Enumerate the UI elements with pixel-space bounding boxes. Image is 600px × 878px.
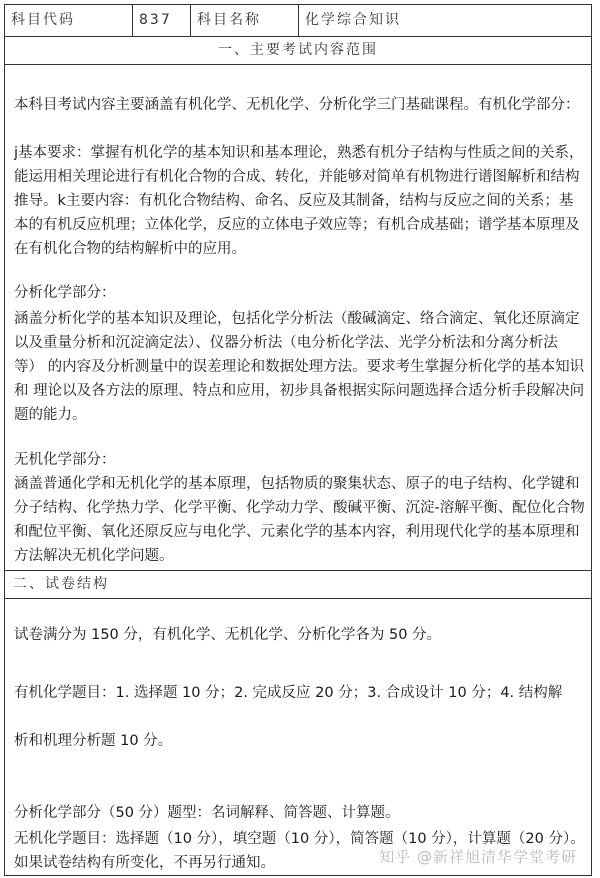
paragraph-analytical: 涵盖分析化学的基本知识及理论，包括化学分析法（酸碱滴定、络合滴定、氧化还原滴定以及重量分析和沉淀滴定法）、仪器分析法（电分析化学法、光学分析法和分离分析法等） 的内容及分析测量中的误差理论和数据处理方法。要求考生掌握分析化学的基本知识和 理论以及各方法的原理、特点和应用，初步具备根据实际问题选择合适分析手段解决问题的能力。 <box>14 311 585 423</box>
paragraph-analytical-heading: 分析化学部分： <box>14 285 116 301</box>
paragraph-organic-questions-cont: 析和机理分析题 10 分。 <box>14 733 173 749</box>
subject-name-label: 科目名称 <box>191 5 299 36</box>
paragraph-inorganic: 涵盖普通化学和无机化学的基本原理，包括物质的聚集状态、原子的电子结构、化学键和分子结构、化学热力学、化学平衡、化学动力学、酸碱平衡、沉淀-溶解平衡、配位化合物和配位平衡、氧化还原反应与电化学、元素化学的基本内容，利用现代化学的基本原理和方法解决无机化学问题。 <box>14 476 585 564</box>
paragraph-inorganic-heading: 无机化学部分： <box>14 452 116 468</box>
paragraph-organic-questions: 有机化学题目：1. 选择题 10 分；2. 完成反应 20 分；3. 合成设计 10 分；4. 结构解 <box>14 685 563 701</box>
paragraph-organic: j基本要求：掌握有机化学的基本知识和基本理论，熟悉有机分子结构与性质之间的关系，能运用相关理论进行有机化合物的合成、转化，并能够对简单有机物进行谱图解析和结构推导。k主要内容：有机化合物结构、命名、反应及其制备，结构与反应之间的关系；基本的有机反应机理；立体化学，反应的立体电子效应等；有机合成基础；谱学基本原理及在有机化合物的结构解析中的应用。 <box>14 145 584 257</box>
section1-body <box>5 65 591 571</box>
exam-syllabus-document <box>4 4 592 876</box>
section1-title: 一、主要考试内容范围 <box>5 37 591 65</box>
subject-name-value: 化学综合知识 <box>305 12 401 28</box>
watermark-text: 知乎 @新祥旭清华学堂考研 <box>379 848 577 866</box>
paragraph-analytical-questions: 分析化学部分（50 分）题型：名词解释、简答题、计算题。 <box>14 805 400 821</box>
paragraph-inorganic-questions: 无机化学题目：选择题（10 分），填空题（10 分），简答题（10 分），计算题（20 分）。如果试卷结构有所变化，不再另行通知。 <box>14 831 585 871</box>
paragraph-intro: 本科目考试内容主要涵盖有机化学、无机化学、分析化学三门基础课程。有机化学部分： <box>14 97 580 113</box>
section2-body <box>5 599 591 875</box>
subject-code-label: 科目代码 <box>5 5 133 36</box>
subject-code-value: 837 <box>133 5 191 36</box>
paragraph-total-score: 试卷满分为 150 分，有机化学、无机化学、分析化学各为 50 分。 <box>14 627 442 643</box>
section2-title: 二、试卷结构 <box>5 571 591 599</box>
header-row <box>5 5 591 37</box>
